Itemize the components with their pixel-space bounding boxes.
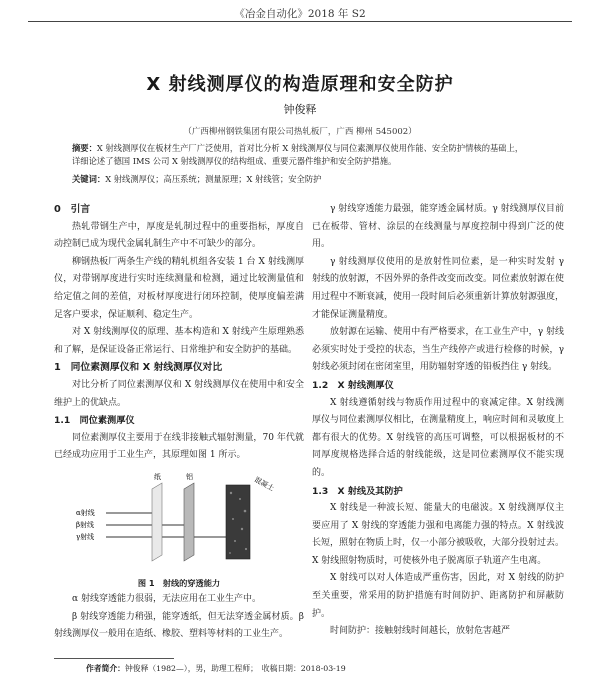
- paragraph: β 射线穿透能力稍强，能穿透纸，但无法穿透金属材质。β 射线测厚仪一般用在造纸、橡胶、塑料等材料的工业生产。: [54, 611, 304, 640]
- paragraph: 同位素测厚仪主要用于在线非接触式辐射测量，70 年代就已经成功应用于工业生产，其原理如图 1 所示。: [54, 432, 304, 461]
- abstract: [72, 142, 528, 168]
- paper-sheet: [152, 483, 162, 561]
- figure-caption: 图 1 射线的穿透能力: [137, 577, 221, 588]
- paragraph: X 射线可以对人体造成严重伤害，因此，对 X 射线的防护至关重要，常采用的防护措施有时间防护、距离防护和屏蔽防护。: [312, 573, 564, 619]
- beta-label: β射线: [76, 520, 95, 529]
- paragraph: 对比分析了同位素测厚仪和 X 射线测厚仪在使用中和安全维护上的优缺点。: [54, 379, 304, 408]
- paragraph: X 射线遵循射线与物质作用过程中的衰减定律。X 射线测厚仪与同位素测厚仪相比，在测量精度上，响应时间和灵敏度上都有很大的优势。X 射线管的高压可调整，可以根据板材的不同厚度规格选择合适的射线能级，这是同位素测厚仪不能实现的。: [312, 397, 565, 478]
- paragraph: 放射源在运输、使用中有严格要求，在工业生产中，γ 射线必须实时处于受控的状态，当生产线停产或进行检修的时候，γ 射线必须封闭在密闭室里，用防辐射穿透的铅板挡住 γ 射线。: [312, 327, 564, 373]
- left-column: [54, 201, 304, 644]
- section-heading: 1 同位素测厚仪和 X 射线测厚仪对比: [54, 362, 223, 374]
- section-heading: 0 引言: [54, 204, 91, 215]
- journal-header: 《冶金自动化》2018 年 S2: [234, 8, 366, 20]
- metal-label: 铝: [186, 472, 193, 481]
- paragraph: γ 射线穿透能力最强，能穿透金属材质。γ 射线测厚仪目前已在板带、管材、涂层的在线测量与厚度控制中得到广泛的使用。: [312, 204, 564, 250]
- paragraph: X 射线是一种波长短、能量大的电磁波。X 射线测厚仪主要应用了 X 射线的穿透能力强和电离能力强的特点。X 射线波长短，照射在物质上时，仅一小部分被吸收，大部分投射过去。X 射线照射物质时，可使核外电子脱离原子轨道产生电离。: [312, 503, 565, 566]
- alpha-label: α射线: [76, 508, 95, 517]
- paragraph: 对 X 射线测厚仪的原理、基本构造和 X 射线产生原理熟悉和了解，是保证设备正常运行、日常维护和安全防护的基础。: [54, 327, 304, 355]
- paragraph: 热轧带钢生产中，厚度是轧制过程中的重要指标，厚度自动控制已成为现代金属轧制生产中不可缺少的部分。: [54, 221, 304, 250]
- abstract-text: X 射线测厚仪在板材生产厂广泛使用，首对比分析 X 射线测厚仪与同位素测厚仪使用作能、安全防护情核的基础上，详细论述了德国 IMS 公司 X 射线测厚仪的结构组成、重要元器件维护和安全防护措施。: [72, 143, 524, 166]
- footnote: [86, 663, 346, 674]
- subsection-heading: 1.2 X 射线测厚仪: [312, 379, 394, 391]
- keywords-text: X 射线测厚仪；高压系统；测量原理；X 射线管；安全防护: [105, 174, 322, 184]
- article-title: X 射线测厚仪的构造原理和安全防护: [146, 74, 454, 95]
- paragraph: γ 射线测厚仪使用的是放射性同位素，是一种实时发射 γ 射线的放射源，不因外界的条件改变而改变。同位素放射源在使用过程中不断衰减，使用一段时间后必须重新计算放射源强度，才能保证测量精度。: [312, 256, 565, 320]
- footnote-rule: [54, 658, 174, 659]
- figure-1: [54, 467, 304, 575]
- concrete-label: 混凝土: [253, 475, 276, 493]
- header-rule: [28, 21, 572, 22]
- metal-sheet: [184, 483, 194, 561]
- concrete-block: [226, 485, 250, 559]
- keywords: [72, 173, 528, 186]
- abstract-label: 摘要：: [72, 143, 97, 153]
- footnote-label: 作者简介：: [86, 664, 125, 673]
- paragraph: 柳钢热板厂两条生产线的精轧机组各安装 1 台 X 射线测厚仪，对带钢厚度进行实时连续测量和检测，通过比较测量值和给定值之间的差值，对板材厚度进行闭环控制，使厚度偏差满足客户要求，保证顺利、稳定生产。: [54, 256, 304, 320]
- author: 钟俊释: [283, 103, 317, 116]
- subsection-heading: 1.3 X 射线及其防护: [312, 485, 403, 497]
- penetration-diagram: [54, 467, 304, 575]
- affiliation: （广西柳州钢铁集团有限公司热轧板厂，广西 柳州 545002）: [183, 127, 417, 137]
- footnote-text: 钟俊释（1982—），男，助理工程师； 收稿日期：2018-03-19: [124, 664, 346, 673]
- gamma-label: γ射线: [76, 532, 95, 541]
- keywords-label: 关键词：: [72, 174, 106, 184]
- right-column: [312, 201, 564, 641]
- subsection-heading: 1.1 同位素测厚仪: [54, 415, 135, 427]
- paragraph: 时间防护：接触射线时间越长，放射危害越严: [330, 626, 511, 637]
- paragraph: α 射线穿透能力很弱，无法应用在工业生产中。: [72, 593, 261, 604]
- paper-label: 纸: [154, 472, 161, 481]
